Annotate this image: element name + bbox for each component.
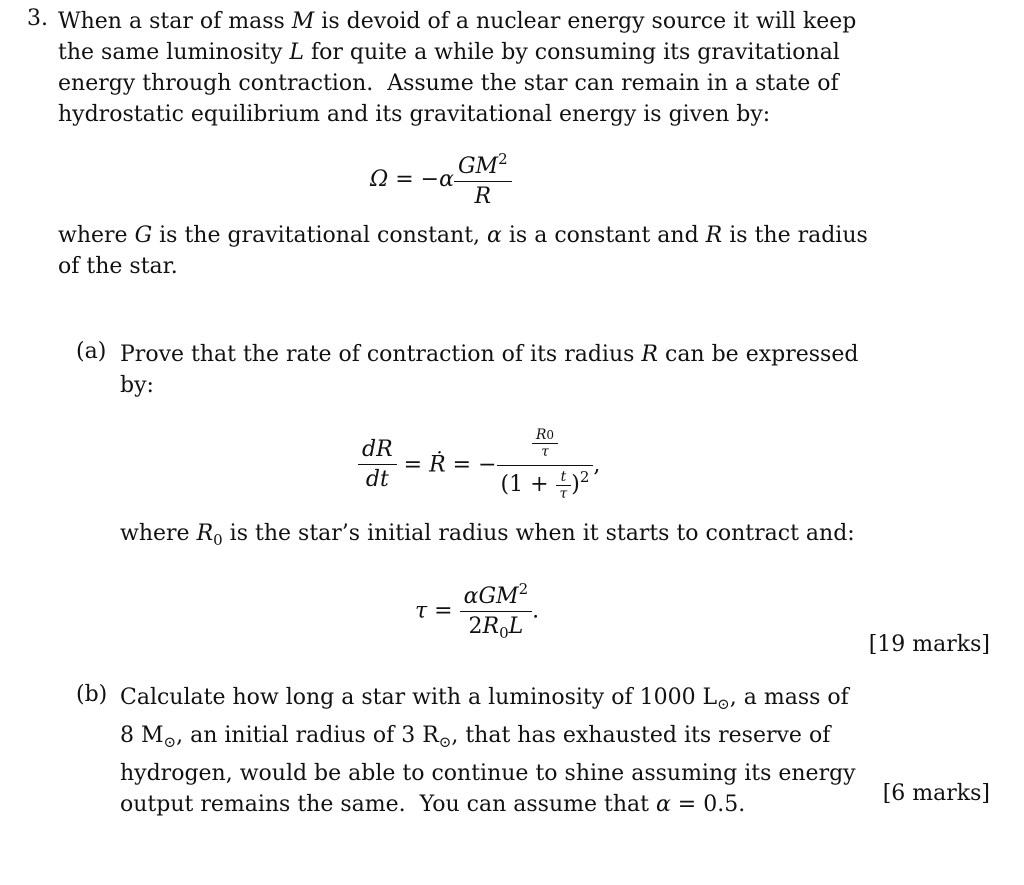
part-a-line: Prove that the rate of contraction of its radius R can be expressed (120, 342, 859, 367)
where-line: where G is the gravitational constant, α is a constant and R is the radius (58, 223, 868, 248)
part-a-line: by: (120, 373, 154, 398)
dr-dt-fraction: $\frac{dR}{dt}$ (358, 437, 397, 492)
part-b-text (120, 682, 856, 820)
question-intro (58, 6, 857, 130)
intro-line: hydrostatic equilibrium and its gravitational energy is given by: (58, 102, 771, 127)
part-b-marks: [6 marks] (882, 781, 990, 806)
equation-rate: $\frac{dR}{dt}$ = Ṙ = − $\frac{R0}{\tau}$ (1 + $\frac{t}{\tau}$ )$^2$ , (358, 428, 600, 502)
part-a-label: (a) (76, 339, 107, 364)
part-a-text (120, 339, 859, 401)
where-line: of the star. (58, 254, 178, 279)
part-b-line: output remains the same. You can assume that α = 0.5. (120, 792, 746, 817)
tau-fraction: $\frac{\alpha GM^2}{2R_0L}$ (460, 580, 533, 642)
omega-fraction: $\frac{GM^2}{R}$ (454, 150, 512, 209)
part-b-line: hydrogen, would be able to continue to shine assuming its energy (120, 761, 856, 786)
where-definition (58, 220, 868, 282)
where-r0-line: where $R_0$ is the star’s initial radius when it starts to contract and: (120, 521, 855, 549)
part-b-line: Calculate how long a star with a luminosity of 1000 $L_⊙$, a mass of (120, 685, 849, 713)
equation-tau: τ = $\frac{\alpha GM^2}{2R_0L}$ . (415, 580, 540, 642)
question-number: 3. (27, 6, 48, 31)
rate-fraction: $\frac{R0}{\tau}$ (1 + $\frac{t}{\tau}$ )$^2$ (497, 428, 594, 502)
part-b-line: 8 $M_⊙$, an initial radius of 3 $R_⊙$, that has exhausted its reserve of (120, 723, 831, 751)
part-a-marks: [19 marks] (868, 632, 990, 657)
intro-line: energy through contraction. Assume the star can remain in a state of (58, 71, 839, 96)
part-b-label: (b) (76, 682, 108, 707)
intro-line: the same luminosity L for quite a while by consuming its gravitational (58, 40, 840, 65)
where-r0 (120, 518, 855, 556)
equation-omega: Ω = −α $\frac{GM^2}{R}$ (370, 150, 512, 209)
intro-line: When a star of mass M is devoid of a nuclear energy source it will keep (58, 9, 857, 34)
